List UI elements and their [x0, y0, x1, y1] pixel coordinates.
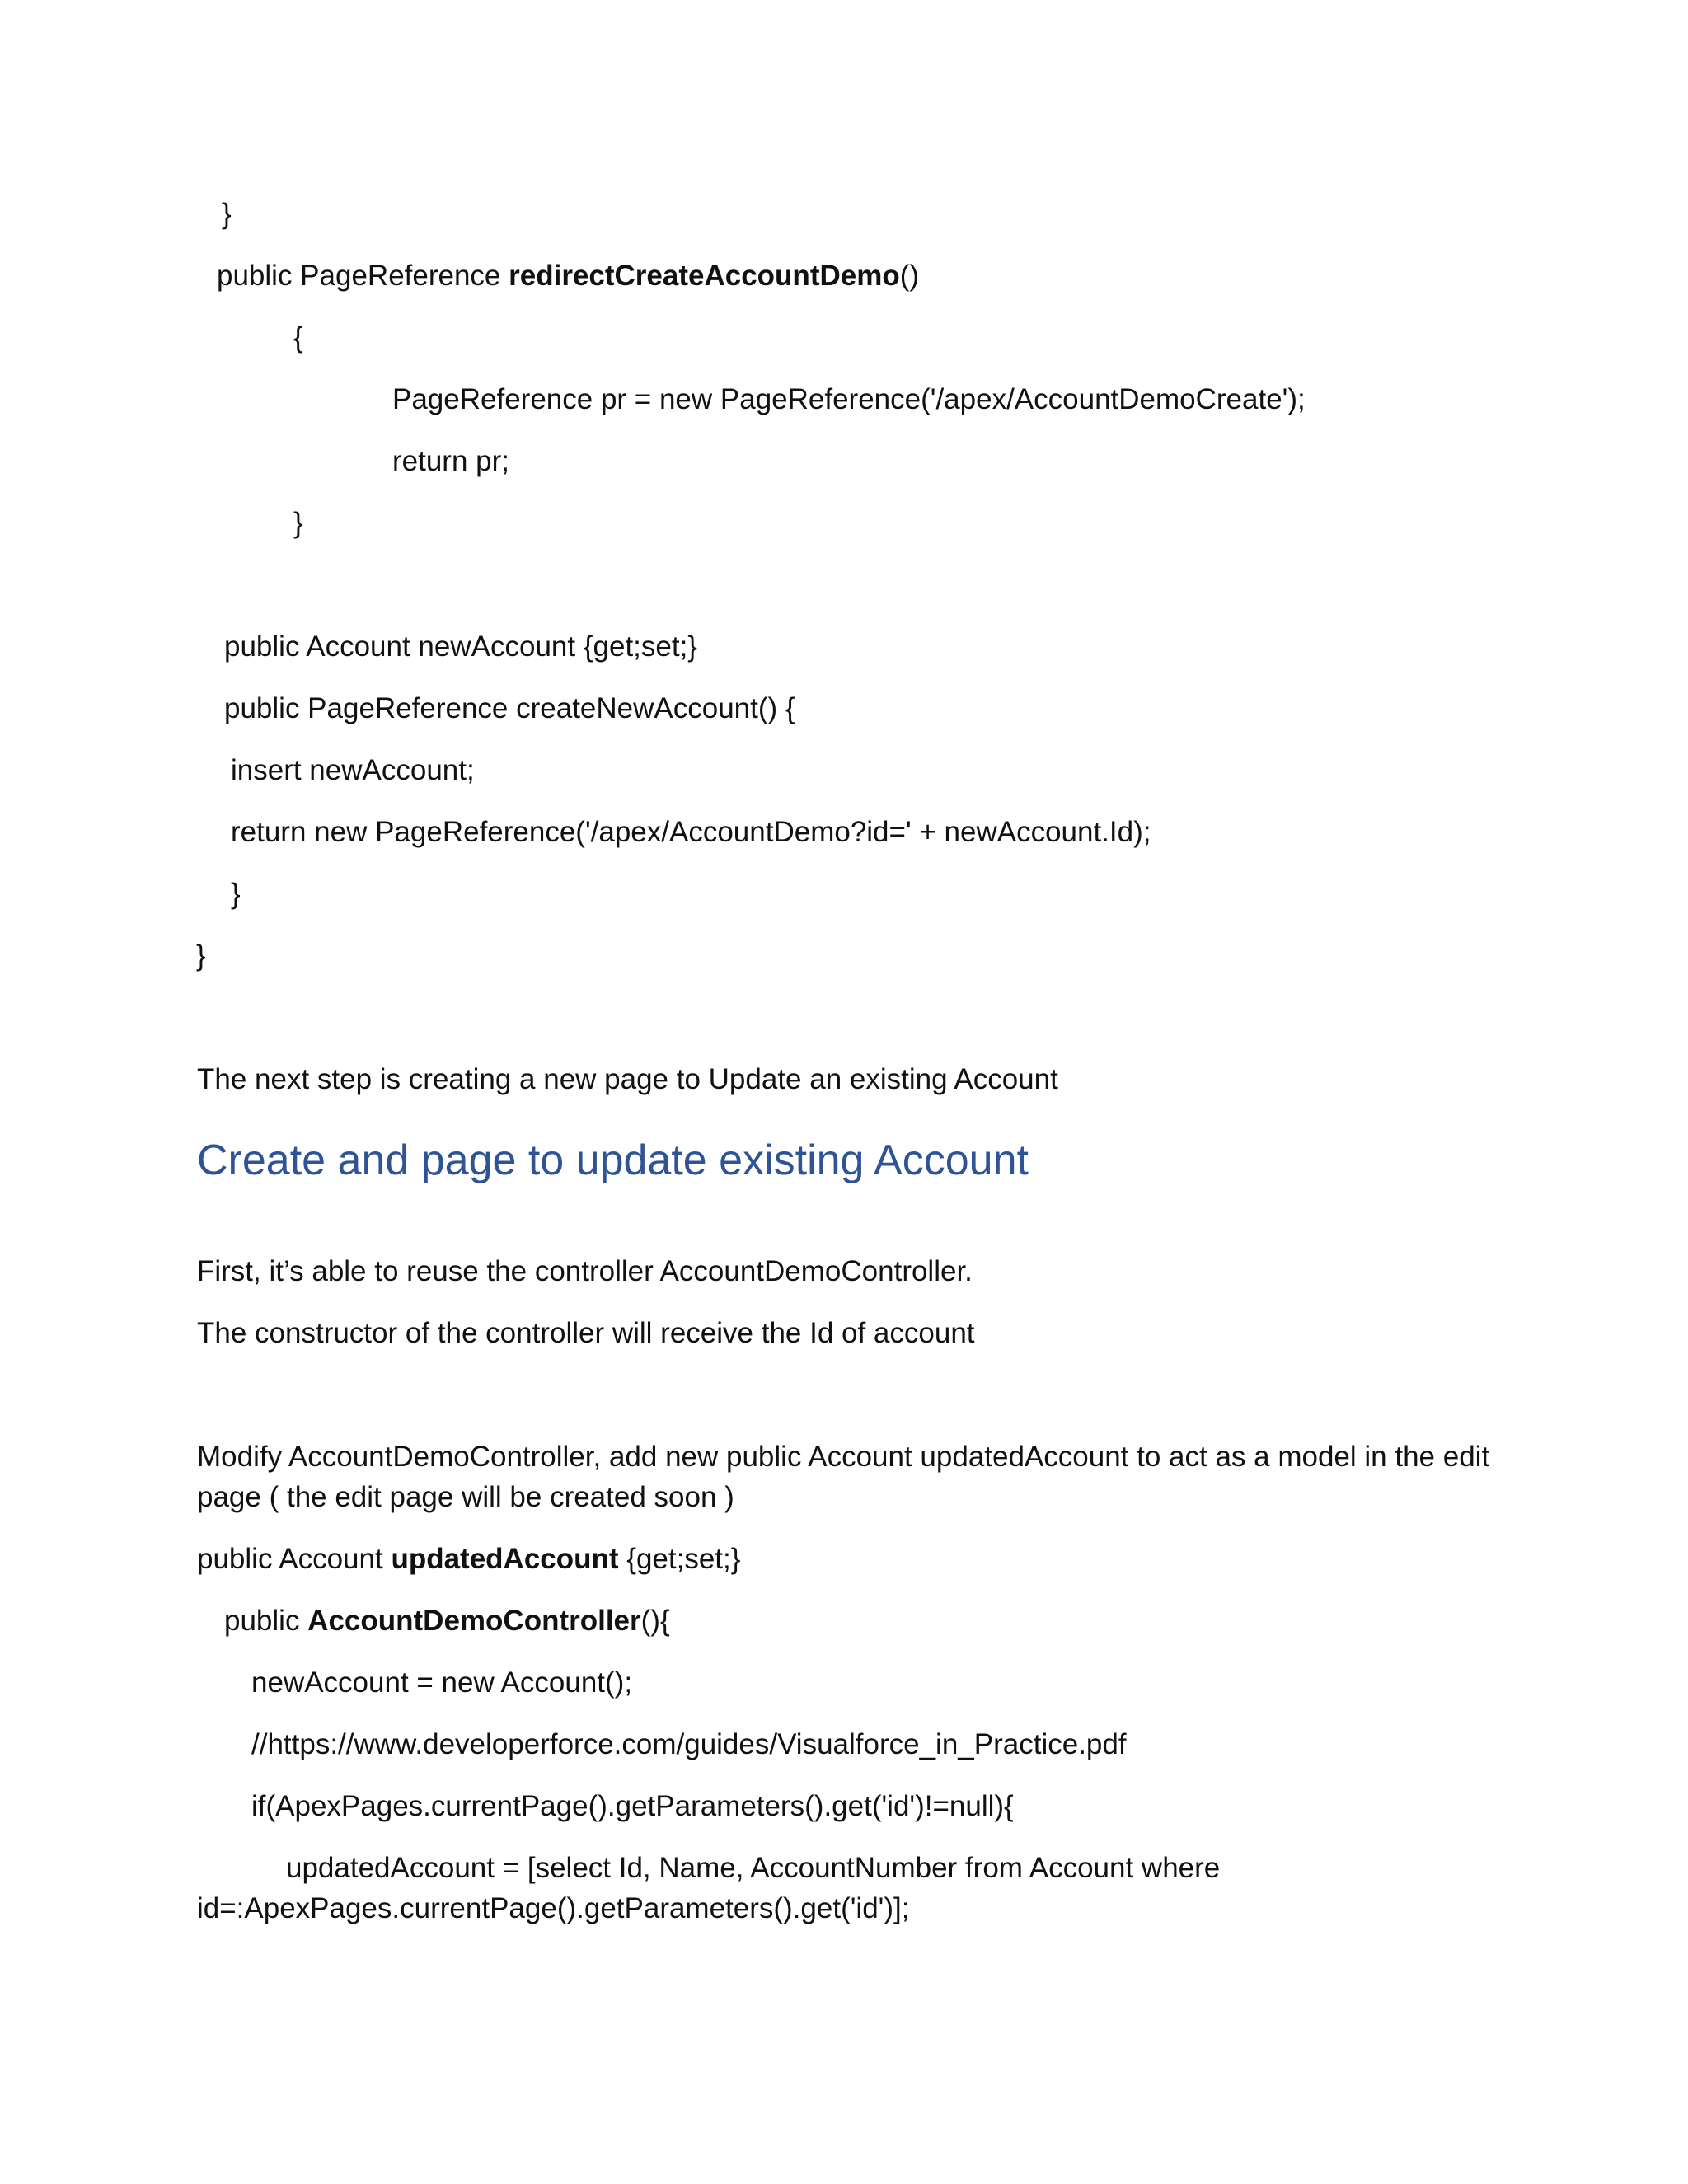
code-text: public	[224, 1605, 308, 1637]
code-line: insert newAccount;	[231, 754, 475, 786]
code-text: ()	[899, 260, 920, 292]
code-line: }	[231, 878, 241, 910]
paragraph-modify-line-2: page ( the edit page will be created soon )	[197, 1481, 734, 1513]
code-line: updatedAccount = [select Id, Name, AccountNumber from Account where	[286, 1852, 1221, 1884]
code-text: public Account	[197, 1543, 392, 1575]
code-line: return new PageReference('/apex/AccountDemo?id=' + newAccount.Id);	[231, 816, 1151, 848]
code-line: public PageReference createNewAccount() {	[224, 692, 795, 724]
code-line-constructor	[224, 1601, 670, 1642]
paragraph-next-step: The next step is creating a new page to Update an existing Account	[197, 1063, 1058, 1095]
paragraph-constructor: The constructor of the controller will receive the Id of account	[197, 1317, 975, 1349]
code-text: (){	[640, 1605, 670, 1637]
paragraph-modify-line-1: Modify AccountDemoController, add new public Account updatedAccount to act as a model in the edit	[197, 1441, 1490, 1473]
code-text: public PageReference	[217, 260, 509, 292]
code-line: newAccount = new Account();	[251, 1666, 633, 1699]
code-line: return pr;	[392, 445, 509, 477]
code-line: PageReference pr = new PageReference('/apex/AccountDemoCreate');	[392, 383, 1306, 415]
constructor-name-bold: AccountDemoController	[307, 1605, 641, 1637]
section-heading: Create and page to update existing Account	[197, 1137, 1029, 1184]
code-line-comment: //https://www.developerforce.com/guides/Visualforce_in_Practice.pdf	[251, 1728, 1127, 1760]
code-line: if(ApexPages.currentPage().getParameters().get('id')!=null){	[251, 1790, 1014, 1822]
code-text: {get;set;}	[618, 1543, 741, 1575]
paragraph-reuse-controller: First, it’s able to reuse the controller AccountDemoController.	[197, 1255, 973, 1287]
code-line: id=:ApexPages.currentPage().getParameters().get('id')];	[197, 1892, 910, 1924]
method-name-bold: redirectCreateAccountDemo	[509, 260, 900, 292]
code-line-redirect-method	[217, 255, 919, 297]
code-line: {	[293, 321, 303, 354]
property-name-bold: updatedAccount	[391, 1543, 619, 1575]
code-line: }	[196, 940, 206, 972]
code-line: }	[293, 507, 303, 539]
code-line: public Account newAccount {get;set;}	[224, 630, 697, 663]
code-line: }	[222, 198, 232, 230]
code-line-updated-account	[197, 1539, 740, 1580]
